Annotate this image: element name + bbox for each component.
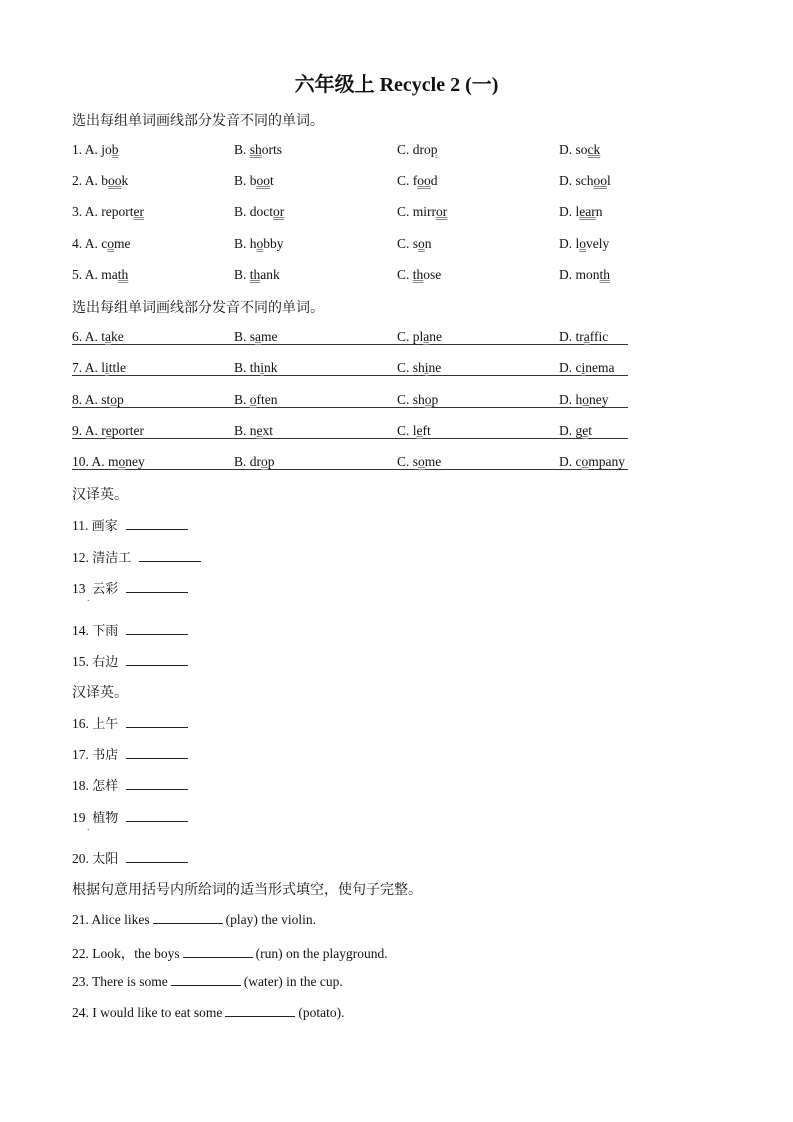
option-b: B. same: [234, 329, 278, 344]
option-c: C. son: [397, 236, 432, 251]
answer-blank[interactable]: [126, 622, 188, 635]
instruction-part3: 汉译英。: [72, 487, 128, 503]
option-a: 7. A. little: [72, 360, 127, 375]
option-a: 9. A. reporter: [72, 423, 144, 438]
option-d: D. honey: [559, 392, 609, 407]
question-row-1: [72, 142, 732, 162]
option-c: C. shine: [397, 360, 442, 375]
answer-line: [72, 375, 628, 376]
option-a: 5. A. math: [72, 267, 129, 282]
translate-item-18: 18. 怎样: [72, 775, 188, 794]
answer-blank[interactable]: [126, 580, 188, 593]
option-d: D. lovely: [559, 236, 610, 251]
answer-blank[interactable]: [183, 945, 253, 958]
translate-item-16: 16. 上午: [72, 713, 188, 732]
fill-item-22: 22. Look，the boys (run) on the playground.: [72, 946, 388, 961]
question-row-5: [72, 267, 732, 287]
answer-line: [72, 469, 628, 470]
question-row-4: [72, 236, 732, 256]
option-a: 4. A. come: [72, 236, 131, 251]
option-d: D. learn: [559, 204, 603, 219]
option-c: C. some: [397, 454, 442, 469]
option-d: D. month: [559, 267, 611, 282]
fill-item-23: 23. There is some (water) in the cup.: [72, 974, 343, 989]
instruction-part5: 根据句意用括号内所给词的适当形式填空，使句子完整。: [72, 882, 422, 898]
option-b: B. shorts: [234, 142, 283, 157]
answer-blank[interactable]: [225, 1004, 295, 1017]
option-d: D. cinema: [559, 360, 615, 375]
option-b: B. next: [234, 423, 274, 438]
option-d: D. sock: [559, 142, 601, 157]
option-c: C. shop: [397, 392, 439, 407]
stray-mark: .: [87, 822, 90, 833]
option-b: B. hobby: [234, 236, 284, 251]
answer-line: [72, 438, 628, 439]
instruction-part1: 选出每组单词画线部分发音不同的单词。: [72, 113, 324, 129]
translate-item-11: 11. 画家: [72, 515, 188, 534]
option-c: C. plane: [397, 329, 443, 344]
translate-item-19: 19 植物: [72, 807, 188, 826]
option-d: D. get: [559, 423, 593, 438]
answer-blank[interactable]: [153, 911, 223, 924]
answer-blank[interactable]: [126, 517, 188, 530]
answer-line: [72, 344, 628, 345]
option-b: B. boot: [234, 173, 274, 188]
question-row-9: [72, 423, 732, 443]
option-b: B. often: [234, 392, 278, 407]
fill-item-21: 21. Alice likes (play) the violin.: [72, 912, 316, 927]
instruction-part2: 选出每组单词画线部分发音不同的单词。: [72, 300, 324, 316]
translate-item-15: 15. 右边: [72, 651, 188, 670]
answer-blank[interactable]: [126, 653, 188, 666]
option-c: C. food: [397, 173, 438, 188]
option-c: C. mirror: [397, 204, 448, 219]
option-c: C. left: [397, 423, 431, 438]
translate-item-13: 13 云彩: [72, 578, 188, 597]
translate-item-20: 20. 太阳: [72, 848, 188, 867]
option-d: D. company: [559, 454, 625, 469]
option-c: C. those: [397, 267, 442, 282]
option-a: 6. A. take: [72, 329, 124, 344]
page-title: 六年级上 Recycle 2 (一): [294, 74, 499, 96]
option-a: 3. A. reporter: [72, 204, 144, 219]
question-row-10: [72, 454, 732, 474]
question-row-3: [72, 204, 732, 224]
option-d: D. school: [559, 173, 611, 188]
option-a: 2. A. book: [72, 173, 129, 188]
question-row-8: [72, 392, 732, 412]
instruction-part4: 汉译英。: [72, 685, 128, 701]
option-a: 10. A. money: [72, 454, 145, 469]
option-b: B. thank: [234, 267, 280, 282]
stray-mark: .: [87, 593, 90, 604]
answer-line: [72, 407, 628, 408]
option-a: 1. A. job: [72, 142, 119, 157]
answer-blank[interactable]: [126, 777, 188, 790]
answer-blank[interactable]: [139, 549, 201, 562]
option-b: B. doctor: [234, 204, 285, 219]
question-row-7: [72, 360, 732, 380]
option-a: 8. A. stop: [72, 392, 124, 407]
translate-item-14: 14. 下雨: [72, 620, 188, 639]
answer-blank[interactable]: [171, 973, 241, 986]
option-d: D. traffic: [559, 329, 609, 344]
question-row-2: [72, 173, 732, 193]
translate-item-17: 17. 书店: [72, 744, 188, 763]
option-c: C. drop: [397, 142, 438, 157]
option-b: B. think: [234, 360, 278, 375]
fill-item-24: 24. I would like to eat some (potato).: [72, 1005, 345, 1020]
answer-blank[interactable]: [126, 809, 188, 822]
question-row-6: [72, 329, 732, 349]
option-b: B. drop: [234, 454, 275, 469]
answer-blank[interactable]: [126, 746, 188, 759]
answer-blank[interactable]: [126, 715, 188, 728]
translate-item-12: 12. 清洁工: [72, 547, 201, 566]
answer-blank[interactable]: [126, 850, 188, 863]
